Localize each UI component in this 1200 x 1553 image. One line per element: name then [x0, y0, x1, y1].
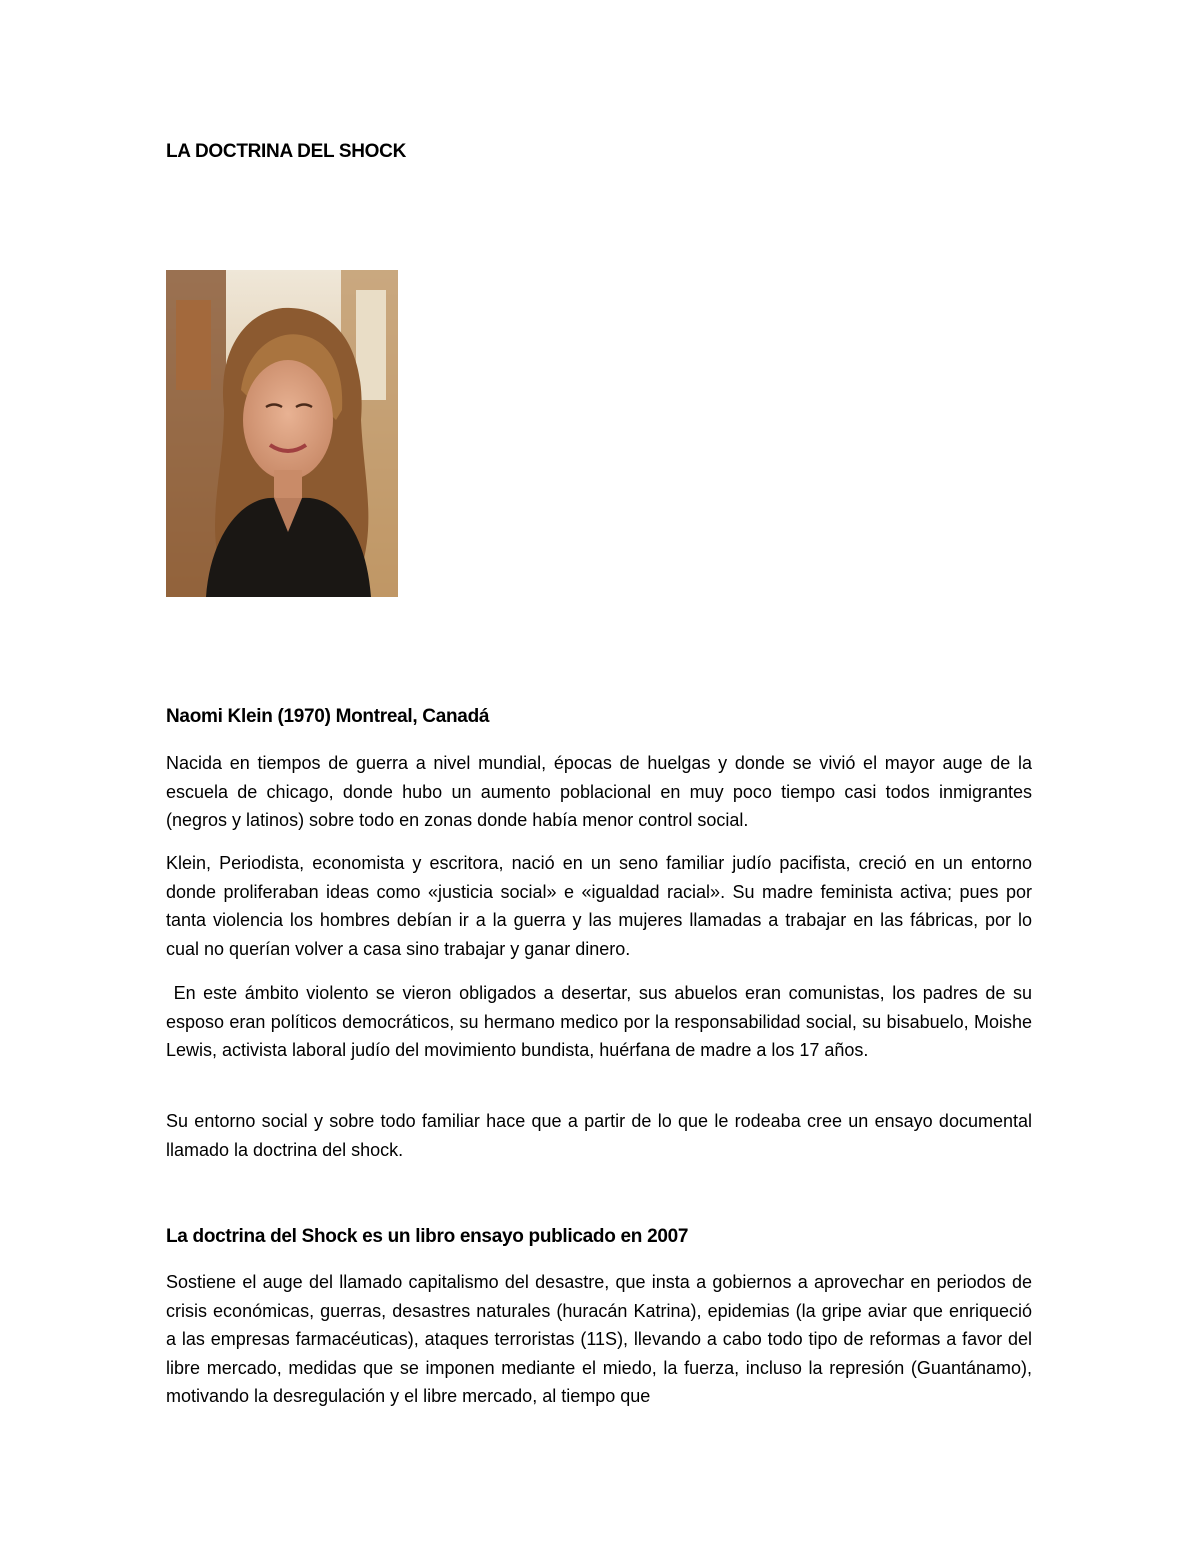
paragraph: Sostiene el auge del llamado capitalismo del desastre, que insta a gobiernos a aprovechar en periodos de crisis económicas, guerras, desastres naturales (huracán Katrina), epidemias (la gripe aviar que enriqueció a las empresas farmacéuticas), ataques terroristas (11S), llevando a cabo todo tipo de reformas a favor del libre mercado, medidas que se imponen mediante el miedo, la fuerza, incluso la represión (Guantánamo), motivando la desregulación y el libre mercado, al tiempo que — [166, 1272, 1032, 1407]
portrait-photo — [166, 270, 398, 597]
paragraph: En este ámbito violento se vieron obligados a desertar, sus abuelos eran comunistas, los padres de su esposo eran políticos democráticos, su hermano medico por la responsabilidad social, su bisabuelo, Moishe Lewis, activista laboral judío del movimiento bundista, huérfana de madre a los 17 años. — [166, 983, 1038, 1061]
section-heading-biography: Naomi Klein (1970) Montreal, Canadá — [166, 706, 490, 727]
paragraph: Klein, Periodista, economista y escritora, nació en un seno familiar judío pacifista, creció en un entorno donde proliferaban ideas como «justicia social» e «igualdad racial». Su madre feminista activa; pues por tanta violencia los hombres debían ir a la guerra y las mujeres llamadas a trabajar en las fábricas, por lo cual no querían volver a casa sino trabajar y ganar dinero. — [166, 853, 1032, 959]
section-heading-book: La doctrina del Shock es un libro ensayo publicado en 2007 — [166, 1226, 689, 1247]
paragraph: Su entorno social y sobre todo familiar hace que a partir de lo que le rodeaba cree un ensayo documental llamado la doctrina del shock. — [166, 1111, 1032, 1160]
paragraph: Nacida en tiempos de guerra a nivel mundial, épocas de huelgas y donde se vivió el mayor auge de la escuela de chicago, donde hubo un aumento poblacional en muy poco tiempo casi todos inmigrantes (negros y latinos) sobre todo en zonas donde había menor control social. — [166, 753, 1032, 831]
document-title: LA DOCTRINA DEL SHOCK — [166, 141, 406, 162]
